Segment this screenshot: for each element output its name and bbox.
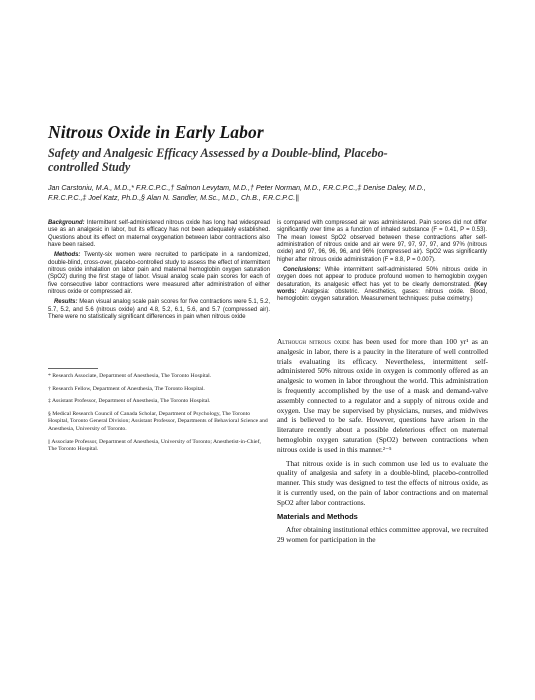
abstract-left-column	[48, 220, 270, 324]
footnotes	[48, 368, 270, 459]
article-subtitle: Safety and Analgesic Efficacy Assessed by a Double-blind, Placebo-controlled Study	[48, 146, 388, 174]
footnote-2: † Research Fellow, Department of Anesthesia, The Toronto Hospital.	[48, 385, 205, 392]
body-paragraph-1-text: has been used for more than 100 yr¹ as an analgesic in labor, there is a paucity in the literature of well controlled trials evaluating its efficacy. Nevertheless, intermittent self-administered 50% nitrous oxide in oxygen is commonly offered as an analgesic to women in labor throughout the world. This administration is frequently accomplished by the use of a mask and demand-valve assembly connected to a regulator and a supply of nitrous oxide and oxygen. Use may be supervised by physicians, nurses, and midwives and is believed to be safe. However, questions have arisen in the literature recently about a possible deleterious effect on maternal hemoglobin oxygen saturation (SpO2) between contractions when nitrous oxide is used in this manner.²⁻⁵	[277, 337, 489, 454]
results-text-left: Mean visual analog scale pain scores for five contractions were 5.1, 5.2, 5.7, 5.2, and 5.6 (nitrous oxide) and 4.8, 5.2, 6.1, 5.6, and 5.7 (compressed air). There were no statistically significant differences in pain when nitrous oxide	[48, 299, 270, 321]
conclusions-text: While intermittent self-administered 50% nitrous oxide in oxygen does not appear to produce profound women to hemoglobin oxygen desaturation, its analgesic effect has yet to be clearly demonstrated.	[277, 267, 488, 288]
body-paragraph-2: That nitrous oxide is in such common use led us to evaluate the quality of analgesia and safety in a double-blind, placebo-controlled manner. This study was designed to test the effects of nitrous oxide, as it is currently used, on the pain of labor contractions and on maternal SpO2 after labor contractions.	[277, 458, 488, 507]
author-list: Jan Carstoniu, M.A., M.D.,* F.R.C.P.C.,† Salmon Levytam, M.D.,† Peter Norman, M.D., F.R.C.P.C.,‡ Denise Daley, M.D., F.R.C.P.C.,‡ Joel Katz, Ph.D.,§ Alan N. Sandler, M.Sc., M.D., Ch.B., F.R.C.P.C.||	[48, 184, 426, 202]
methods-label: Methods:	[54, 252, 81, 259]
article-title: Nitrous Oxide in Early Labor	[48, 122, 264, 142]
section-heading: Materials and Methods	[277, 511, 358, 521]
abstract-conclusions	[277, 267, 487, 304]
methods-text: Twenty-six women were recruited to participate in a randomized, double-blind, cross-over, placebo-controlled study to assess the effect of intermittent nitrous oxide inhalation on labor pain and maternal hemoglobin oxygen saturation (SpO2) during the first stage of labor. Visual analog scale pain scores for each of five consecutive labor contractions were measured after administration of either nitrous oxide or compressed air.	[48, 252, 271, 296]
article-body	[277, 337, 488, 549]
body-paragraph-3: After obtaining institutional ethics committee approval, we recruited 29 women for participation in the	[277, 525, 488, 545]
body-paragraph-1	[277, 337, 488, 455]
footnote-4: § Medical Research Council of Canada Scholar, Department of Psychology, The Toronto Hospital, Toronto General Division; Assistant Professor, Departments of Behavioral Science and Anesthesia, University of Toronto.	[48, 410, 268, 432]
footnote-5: || Associate Professor, Department of Anesthesia, University of Toronto; Anesthetist-in-Chief, The Toronto Hospital.	[48, 438, 261, 453]
keywords-label: (Key words:	[277, 281, 487, 296]
footnote-3: ‡ Assistant Professor, Department of Anesthesia, The Toronto Hospital.	[48, 398, 211, 405]
body-lead-in: Although nitrous oxide	[277, 337, 350, 346]
abstract-background	[48, 220, 270, 249]
results-label: Results:	[54, 299, 78, 306]
background-text: Intermittent self-administered nitrous oxide has long had widespread use as an analgesic in labor, but its efficacy has not been adequately established. Questions about its effect on maternal oxygenation between labor contractions also have been raised.	[48, 220, 270, 249]
abstract-methods	[48, 252, 270, 296]
abstract-right-column	[277, 220, 487, 307]
footnote-rule	[48, 368, 98, 369]
footnote-1: * Research Associate, Department of Anesthesia, The Toronto Hospital.	[48, 373, 212, 379]
results-text-right: is compared with compressed air was administered. Pain scores did not differ significantly over time as a function of inhaled substance (F = 0.41, P = 0.53). The mean lowest SpO2 observed between these contractions after self-administration of nitrous oxide and air were 97, 97, 97, 97, and 97% (nitrous oxide) and 97, 96, 96, 96, and 96% (compressed air). SpO2 was significantly higher after nitrous oxide administration (F = 8.8, P = 0.007).	[277, 220, 487, 263]
background-label: Background:	[48, 220, 85, 226]
keywords-text: Analgesia: obstetric. Anesthetics, gases: nitrous oxide. Blood, hemoglobin: oxygen saturation. Measurement techniques: pulse oximetry.)	[277, 289, 487, 303]
conclusions-label: Conclusions:	[283, 267, 321, 274]
abstract-results	[48, 299, 270, 321]
